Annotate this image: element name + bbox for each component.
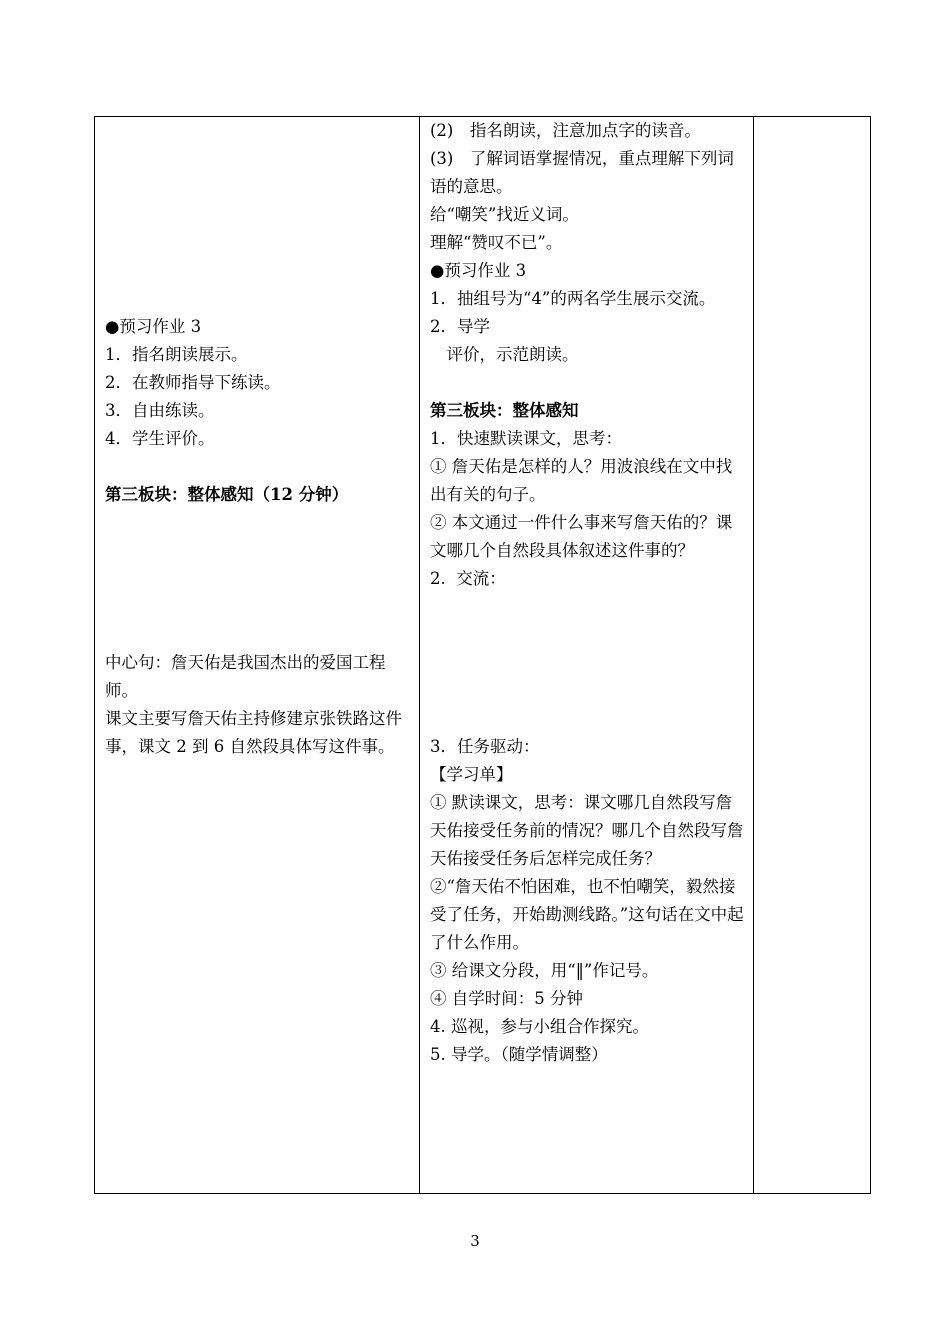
text-line: ② 本文通过一件什么事来写詹天佑的？课文哪几个自然段具体叙述这件事的？ bbox=[430, 513, 733, 560]
text-line: 2．导学 bbox=[430, 317, 490, 336]
text-line: 3．自由练读。 bbox=[105, 401, 215, 420]
table-row bbox=[95, 117, 871, 1194]
notes-column bbox=[754, 117, 871, 1194]
text-line: 4．学生评价。 bbox=[105, 429, 215, 448]
section-heading: 第三板块：整体感知（12 分钟） bbox=[105, 485, 349, 504]
text-line: (2) 指名朗读，注意加点字的读音。 bbox=[430, 121, 701, 140]
text-line: 1．指名朗读展示。 bbox=[105, 345, 248, 364]
lesson-plan-table bbox=[94, 116, 871, 1194]
text-line: 评价，示范朗读。 bbox=[430, 345, 579, 364]
text-line: ④ 自学时间：5 分钟 bbox=[430, 989, 583, 1008]
text-line: ① 詹天佑是怎样的人？用波浪线在文中找出有关的句子。 bbox=[430, 457, 733, 504]
text-line: 1．快速默读课文，思考： bbox=[430, 429, 622, 448]
text-line: ③ 给课文分段，用“‖”作记号。 bbox=[430, 961, 659, 980]
text-line: 理解“赞叹不已”。 bbox=[430, 233, 563, 252]
text-line: 2. 交流： bbox=[430, 569, 506, 588]
text-line: 中心句：詹天佑是我国杰出的爱国工程师。 bbox=[105, 653, 386, 700]
text-line: ① 默读课文，思考：课文哪几自然段写詹天佑接受任务前的情况？哪几个自然段写詹天佑接受任务后怎样完成任务？ bbox=[430, 793, 744, 868]
text-line: ●预习作业 3 bbox=[105, 317, 202, 336]
text-line: ●预习作业 3 bbox=[430, 261, 527, 280]
section-heading: 第三板块：整体感知 bbox=[430, 401, 579, 420]
text-line: 给“嘲笑”找近义词。 bbox=[430, 205, 579, 224]
text-line: 4. 巡视，参与小组合作探究。 bbox=[430, 1017, 649, 1036]
text-line: 3．任务驱动： bbox=[430, 737, 540, 756]
teacher-activity-content bbox=[420, 117, 753, 1069]
text-line: 1．抽组号为“4”的两名学生展示交流。 bbox=[430, 289, 716, 308]
text-line: 5. 导学。（随学情调整） bbox=[430, 1045, 608, 1064]
text-line: ②“詹天佑不怕困难，也不怕嘲笑，毅然接受了任务，开始勘测线路。”这句话在文中起了什么作用。 bbox=[430, 877, 744, 952]
text-line: 2．在教师指导下练读。 bbox=[105, 373, 281, 392]
teacher-activity-column bbox=[420, 117, 754, 1194]
student-activity-content bbox=[95, 117, 419, 761]
text-line: 课文主要写詹天佑主持修建京张铁路这件事，课文 2 到 6 自然段具体写这件事。 bbox=[105, 709, 402, 756]
text-line: 【学习单】 bbox=[430, 765, 513, 784]
page-number: 3 bbox=[470, 1232, 480, 1250]
text-line: (3) 了解词语掌握情况，重点理解下列词语的意思。 bbox=[430, 149, 734, 196]
student-activity-column bbox=[95, 117, 420, 1194]
